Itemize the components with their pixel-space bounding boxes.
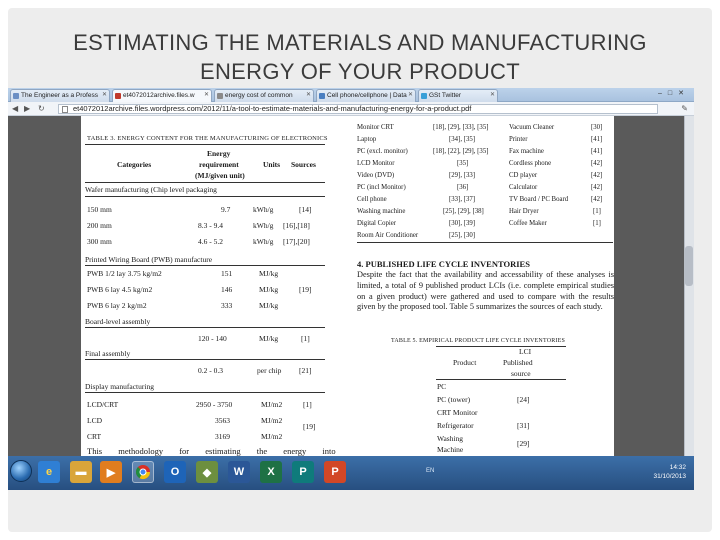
tab-favicon-icon xyxy=(319,93,325,99)
slide-title-line-1: ESTIMATING THE MATERIALS AND MANUFACTURING xyxy=(73,30,647,55)
table-5-source: [24] xyxy=(517,395,530,404)
table-3-row-value: 151 xyxy=(221,269,233,278)
scrollbar-thumb[interactable] xyxy=(685,246,693,286)
language-indicator[interactable]: EN xyxy=(426,468,435,474)
table-3-row-source: [19] xyxy=(299,285,312,294)
address-bar-url: et4072012archive.files.wordpress.com/2012/11/a-tool-to-estimate-materials-and-manufacturing-energy-for-a-product.pdf xyxy=(73,104,472,113)
table-3-section-title: Printed Wiring Board (PWB) manufacture xyxy=(85,254,325,265)
table-3-row-name: PWB 1/2 lay 3.75 kg/m2 xyxy=(87,269,162,278)
table-4-item: Printer xyxy=(509,136,528,143)
table-3-row-source: [19] xyxy=(303,422,316,431)
table-3-row-value: 120 - 140 xyxy=(198,334,227,343)
table-rule xyxy=(85,144,325,145)
table-3-row-value: 3169 xyxy=(215,432,230,441)
table-3-header-sources: Sources xyxy=(291,160,316,169)
table-4-item: TV Board / PC Board xyxy=(509,196,569,203)
table-3-row-unit: MJ/kg xyxy=(259,301,279,310)
table-5-header-lci-1: LCI xyxy=(519,347,532,356)
table-rule xyxy=(85,265,325,266)
slide-title xyxy=(20,28,700,86)
tab-close-icon[interactable]: ✕ xyxy=(489,92,495,98)
table-3-row-unit: per chip xyxy=(257,366,282,375)
table-5-product: Refrigerator xyxy=(437,421,474,430)
table-4-item: Video (DVD) xyxy=(357,172,395,179)
table-4-source: [42] xyxy=(591,184,603,191)
screenshot xyxy=(8,88,694,490)
table-rule xyxy=(436,379,566,380)
table-4-item: Room Air Conditioner xyxy=(357,232,419,239)
tab-close-icon[interactable]: ✕ xyxy=(101,92,107,98)
table-3-row-name: 200 mm xyxy=(87,221,112,230)
window-controls xyxy=(658,89,690,97)
table-4-source: [34], [35] xyxy=(449,136,476,143)
table-3-row-unit: kWh/g xyxy=(253,221,274,230)
tab-close-icon[interactable]: ✕ xyxy=(203,92,209,98)
table-rule xyxy=(436,346,566,347)
table-4-source: [1] xyxy=(593,220,601,227)
table-4-item: PC (excl. monitor) xyxy=(357,148,408,155)
table-4-item: Vacuum Cleaner xyxy=(509,124,555,131)
table-5-product: PC (tower) xyxy=(437,395,471,404)
table-4-source: [41] xyxy=(591,148,603,155)
table-3-row-unit: MJ/m2 xyxy=(261,400,283,409)
table-5-caption: TABLE 5. EMPIRICAL PRODUCT LIFE CYCLE INVENTORIES xyxy=(391,338,566,344)
browser-tab-bar xyxy=(8,88,694,102)
tab-label: GSt Twitter xyxy=(429,92,462,99)
slide-title-line-2: ENERGY OF YOUR PRODUCT xyxy=(200,59,520,84)
pdf-scrollbar[interactable] xyxy=(684,116,694,456)
table-4-source: [41] xyxy=(591,136,603,143)
table-3-row-value: 8.3 - 9.4 xyxy=(198,221,223,230)
table-3-caption: TABLE 3. ENERGY CONTENT FOR THE MANUFACTURING OF ELECTRONICS xyxy=(87,135,328,142)
table-3-row-name: 150 mm xyxy=(87,205,112,214)
table-3-row-name: PWB 6 lay 4.5 kg/m2 xyxy=(87,285,153,294)
table-5-header-lci-3: source xyxy=(511,369,531,378)
tab-close-icon[interactable]: ✕ xyxy=(305,92,311,98)
table-4-item: Hair Dryer xyxy=(509,208,539,215)
browser-tab-5[interactable] xyxy=(418,89,498,102)
table-4-item: Cordless phone xyxy=(509,160,552,167)
table-4-item: Washing machine xyxy=(357,208,406,215)
table-4-source: [25], [29], [38] xyxy=(443,208,484,215)
table-4-source: [18], [29], [33], [35] xyxy=(433,124,489,131)
table-3-header-energy-3: (MJ/given unit) xyxy=(195,171,245,180)
clock-time: 14:32 xyxy=(669,464,686,471)
table-4-item: Monitor CRT xyxy=(357,124,394,131)
table-3-header-units: Units xyxy=(263,160,281,169)
table-5-product: Washing xyxy=(437,434,464,443)
tab-label: The Engineer as a Profess xyxy=(21,92,98,99)
table-3-section-title: Wafer manufacturing (Chip level packaging xyxy=(85,184,325,195)
table-rule xyxy=(85,327,325,328)
table-3-row-unit: MJ/kg xyxy=(259,285,279,294)
minimize-icon[interactable]: – xyxy=(657,90,668,97)
table-3-row-value: 9.7 xyxy=(221,205,231,214)
forward-arrow-icon[interactable]: ▶ xyxy=(24,104,31,113)
powerpoint-icon[interactable]: P xyxy=(324,461,346,483)
tab-favicon-icon xyxy=(217,93,223,99)
table-4-item: LCD Monitor xyxy=(357,160,395,167)
table-5-product: PC xyxy=(437,382,447,391)
table-4-item: Cell phone xyxy=(357,196,387,203)
media-player-icon[interactable]: ▶ xyxy=(100,461,122,483)
pdf-viewer xyxy=(8,116,694,456)
tab-label: et4072012archive.files.w xyxy=(123,92,195,99)
back-arrow-icon[interactable]: ◀ xyxy=(12,104,19,113)
browser-tab-3[interactable] xyxy=(214,89,314,102)
table-3-row-unit: MJ/kg xyxy=(259,334,279,343)
table-rule xyxy=(85,359,325,360)
table-4-source: [25], [30] xyxy=(449,232,476,239)
chrome-icon[interactable] xyxy=(132,461,154,483)
table-3-row-value: 146 xyxy=(221,285,233,294)
table-4-item: CD player xyxy=(509,172,538,179)
windows-taskbar xyxy=(8,456,694,490)
outlook-icon[interactable]: O xyxy=(164,461,186,483)
table-4-source: [33], [37] xyxy=(449,196,476,203)
ie-icon[interactable]: e xyxy=(38,461,60,483)
table-4-source: [30] xyxy=(591,124,603,131)
table-3-row-value: 333 xyxy=(221,301,233,310)
table-3-row-source: [1] xyxy=(303,400,312,409)
table-4-source: [18], [22], [29], [35] xyxy=(433,148,489,155)
table-3-row-value: 3563 xyxy=(215,416,230,425)
table-3-row-source: [21] xyxy=(299,366,312,375)
browser-tab-1[interactable] xyxy=(10,89,110,102)
page-icon xyxy=(62,106,68,113)
table-5-product: Machine xyxy=(437,445,464,454)
browser-tab-4[interactable] xyxy=(316,89,416,102)
table-3-row-name: LCD xyxy=(87,416,102,425)
table-3-header-categories: Categories xyxy=(117,160,152,169)
table-4-source: [30], [39] xyxy=(449,220,476,227)
section-4-heading: 4. PUBLISHED LIFE CYCLE INVENTORIES xyxy=(357,259,530,269)
table-4-source: [35] xyxy=(457,160,469,167)
tab-label: Cell phone/cellphone | Data xyxy=(327,92,407,99)
publisher-icon[interactable]: P xyxy=(292,461,314,483)
table-4-source: [42] xyxy=(591,196,603,203)
table-4-source: [42] xyxy=(591,160,603,167)
table-4-item: PC (incl Monitor) xyxy=(357,184,406,191)
table-4-source: [29], [33] xyxy=(449,172,476,179)
table-3-row-name: CRT xyxy=(87,432,102,441)
section-4-paragraph: Despite the fact that the availability and accessability of these analyses is limited, a total of 9 published product LCIs (i.e. complete empirical studies on a given product) were gathered and used to compare with the results given by the proposed tool. Table 5 summarizes the sources of each study. xyxy=(357,270,614,312)
table-4-source: [36] xyxy=(457,184,469,191)
table-3-row-unit: kWh/g xyxy=(253,237,274,246)
reload-icon[interactable]: ↻ xyxy=(38,104,45,113)
system-tray-clock[interactable] xyxy=(626,463,686,481)
table-rule xyxy=(85,196,325,197)
table-4-item: Laptop xyxy=(357,136,377,143)
clock-date: 31/10/2013 xyxy=(653,473,686,480)
table-4-item: Calculator xyxy=(509,184,538,191)
table-3-section-title: Display manufacturing xyxy=(85,381,325,392)
table-3-row-unit: MJ/m2 xyxy=(261,432,283,441)
table-4-source: [1] xyxy=(593,208,601,215)
table-3-header-energy-2: requirement xyxy=(199,160,239,169)
pdf-page xyxy=(81,116,614,456)
excel-icon[interactable]: X xyxy=(260,461,282,483)
maximize-icon[interactable]: □ xyxy=(667,90,679,97)
table-3-section-title: Final assembly xyxy=(85,348,325,359)
wrench-menu-icon[interactable]: ✎ xyxy=(681,104,688,113)
folder-icon[interactable]: ▬ xyxy=(70,461,92,483)
table-5-header-product: Product xyxy=(453,358,477,367)
tab-favicon-icon xyxy=(421,93,427,99)
table-3-row-source: [14] xyxy=(299,205,312,214)
tab-close-icon[interactable]: ✕ xyxy=(407,92,413,98)
table-3-row-name: PWB 6 lay 2 kg/m2 xyxy=(87,301,147,310)
table-4-item: Digital Copier xyxy=(357,220,397,227)
word-icon[interactable]: W xyxy=(228,461,250,483)
table-3-row-value: 2950 - 3750 xyxy=(196,400,233,409)
body-text-bottom: This methodology for estimating the energy into xyxy=(87,446,336,456)
table-3-row-unit: MJ/kg xyxy=(259,269,279,278)
table-3-section-title: Board-level assembly xyxy=(85,316,325,327)
table-5-product: CRT Monitor xyxy=(437,408,478,417)
table-3-header-energy-1: Energy xyxy=(207,149,231,158)
browser-tab-2[interactable] xyxy=(112,89,212,102)
close-window-icon[interactable]: ✕ xyxy=(678,90,690,97)
start-button-icon[interactable] xyxy=(10,460,32,482)
table-3-row-name: LCD/CRT xyxy=(87,400,119,409)
table-3-row-unit: kWh/g xyxy=(253,205,274,214)
table-3-row-source: [17],[20] xyxy=(283,237,310,246)
tab-favicon-icon xyxy=(115,93,121,99)
table-5-header-lci-2: Published xyxy=(503,358,533,367)
table-3-row-value: 0.2 - 0.3 xyxy=(198,366,223,375)
table-4-item: Fax machine xyxy=(509,148,544,155)
table-rule xyxy=(85,182,325,183)
table-3-row-source: [16],[18] xyxy=(283,221,310,230)
tab-favicon-icon xyxy=(13,93,19,99)
table-3-row-name: 300 mm xyxy=(87,237,112,246)
browser-toolbar xyxy=(8,102,694,116)
table-4-item: Coffee Maker xyxy=(509,220,547,227)
table-4-source: [42] xyxy=(591,172,603,179)
table-rule xyxy=(85,392,325,393)
table-rule xyxy=(357,242,613,243)
table-3-row-unit: MJ/m2 xyxy=(261,416,283,425)
tab-label: energy cost of common xyxy=(225,92,293,99)
app-icon[interactable]: ◆ xyxy=(196,461,218,483)
table-5-source: [31] xyxy=(517,421,530,430)
table-5-source: [29] xyxy=(517,439,530,448)
table-3-row-value: 4.6 - 5.2 xyxy=(198,237,223,246)
address-bar[interactable] xyxy=(58,104,658,114)
table-3-row-source: [1] xyxy=(301,334,310,343)
